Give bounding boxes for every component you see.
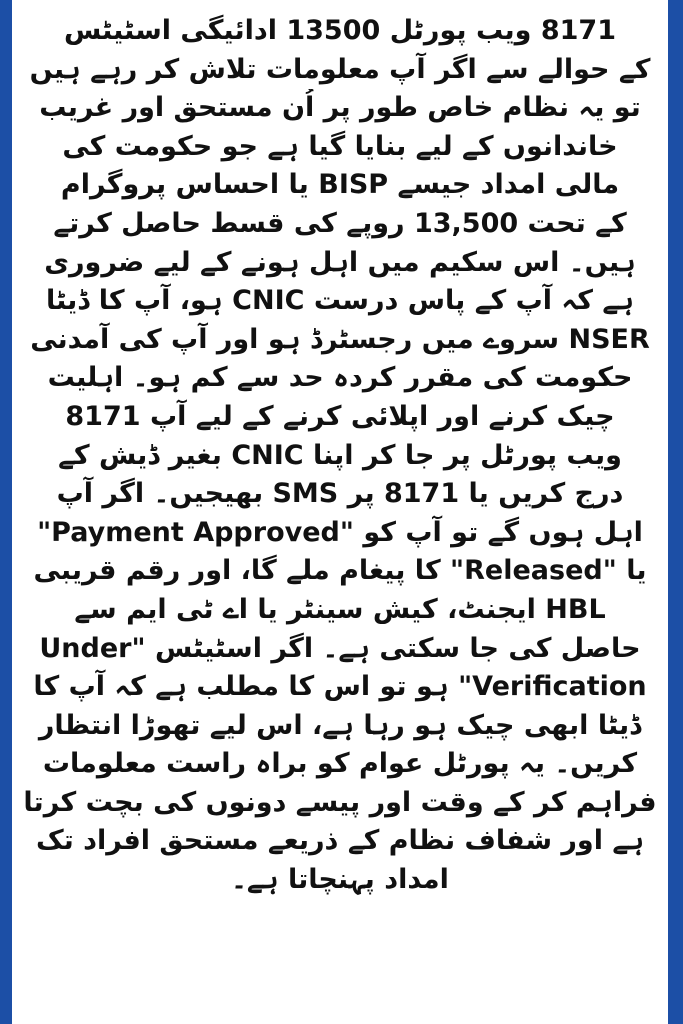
text-line: درج کریں یا 8171 پر SMS بھیجیں۔ اگر آپ — [56, 478, 624, 510]
text-line: خاندانوں کے لیے بنایا گیا ہے جو حکومت کی — [62, 130, 618, 162]
text-line: اہل ہوں گے تو آپ کو "Payment Approved" — [37, 516, 643, 548]
text-line: ویب پورٹل پر جا کر اپنا CNIC بغیر ڈیش کے — [58, 439, 622, 471]
text-line: Verification" ہو تو اس کا مطلب ہے کہ آپ کا — [33, 671, 647, 703]
text-line: HBL ایجنٹ، کیش سینٹر یا اے ٹی ایم سے — [74, 593, 606, 625]
text-line: مالی امداد جیسے BISP یا احساس پروگرام — [60, 169, 620, 201]
text-line: NSER سروے میں رجسٹرڈ ہو اور آپ کی آمدنی — [30, 323, 650, 355]
text-line: یا "Released" کا پیغام ملے گا، اور رقم قریبی — [33, 555, 647, 587]
text-line: کے تحت 13,500 روپے کی قسط حاصل کرتے — [53, 207, 627, 239]
article-body — [12, 12, 668, 900]
text-line: حاصل کی جا سکتی ہے۔ اگر اسٹیٹس "Under — [39, 632, 641, 664]
text-line: ہیں۔ اس سکیم میں اہل ہونے کے لیے ضروری — [44, 246, 636, 278]
text-line: تو یہ نظام خاص طور پر اُن مستحق اور غریب — [39, 92, 641, 124]
text-line: حکومت کی مقرر کردہ حد سے کم ہو۔ اہلیت — [47, 362, 633, 394]
text-line: ہے کہ آپ کے پاس درست CNIC ہو، آپ کا ڈیٹا — [46, 285, 634, 317]
text-line: فراہم کر کے وقت اور پیسے دونوں کی بچت کرتا — [23, 786, 657, 818]
text-line: ہے اور شفاف نظام کے ذریعے مستحق افراد تک — [35, 825, 645, 857]
text-line: چیک کرنے اور اپلائی کرنے کے لیے آپ 8171 — [65, 400, 615, 432]
text-line: کے حوالے سے اگر آپ معلومات تلاش کر رہے ہیں — [29, 53, 651, 85]
right-border — [668, 0, 683, 1024]
text-line: کریں۔ یہ پورٹل عوام کو براہ راست معلومات — [42, 748, 638, 780]
left-border — [0, 0, 12, 1024]
text-line: امداد پہنچاتا ہے۔ — [231, 864, 449, 896]
text-line: ڈیٹا ابھی چیک ہو رہا ہے، اس لیے تھوڑا انتظار — [38, 709, 642, 741]
text-line: 8171 ویب پورٹل 13500 ادائیگی اسٹیٹس — [63, 15, 617, 46]
